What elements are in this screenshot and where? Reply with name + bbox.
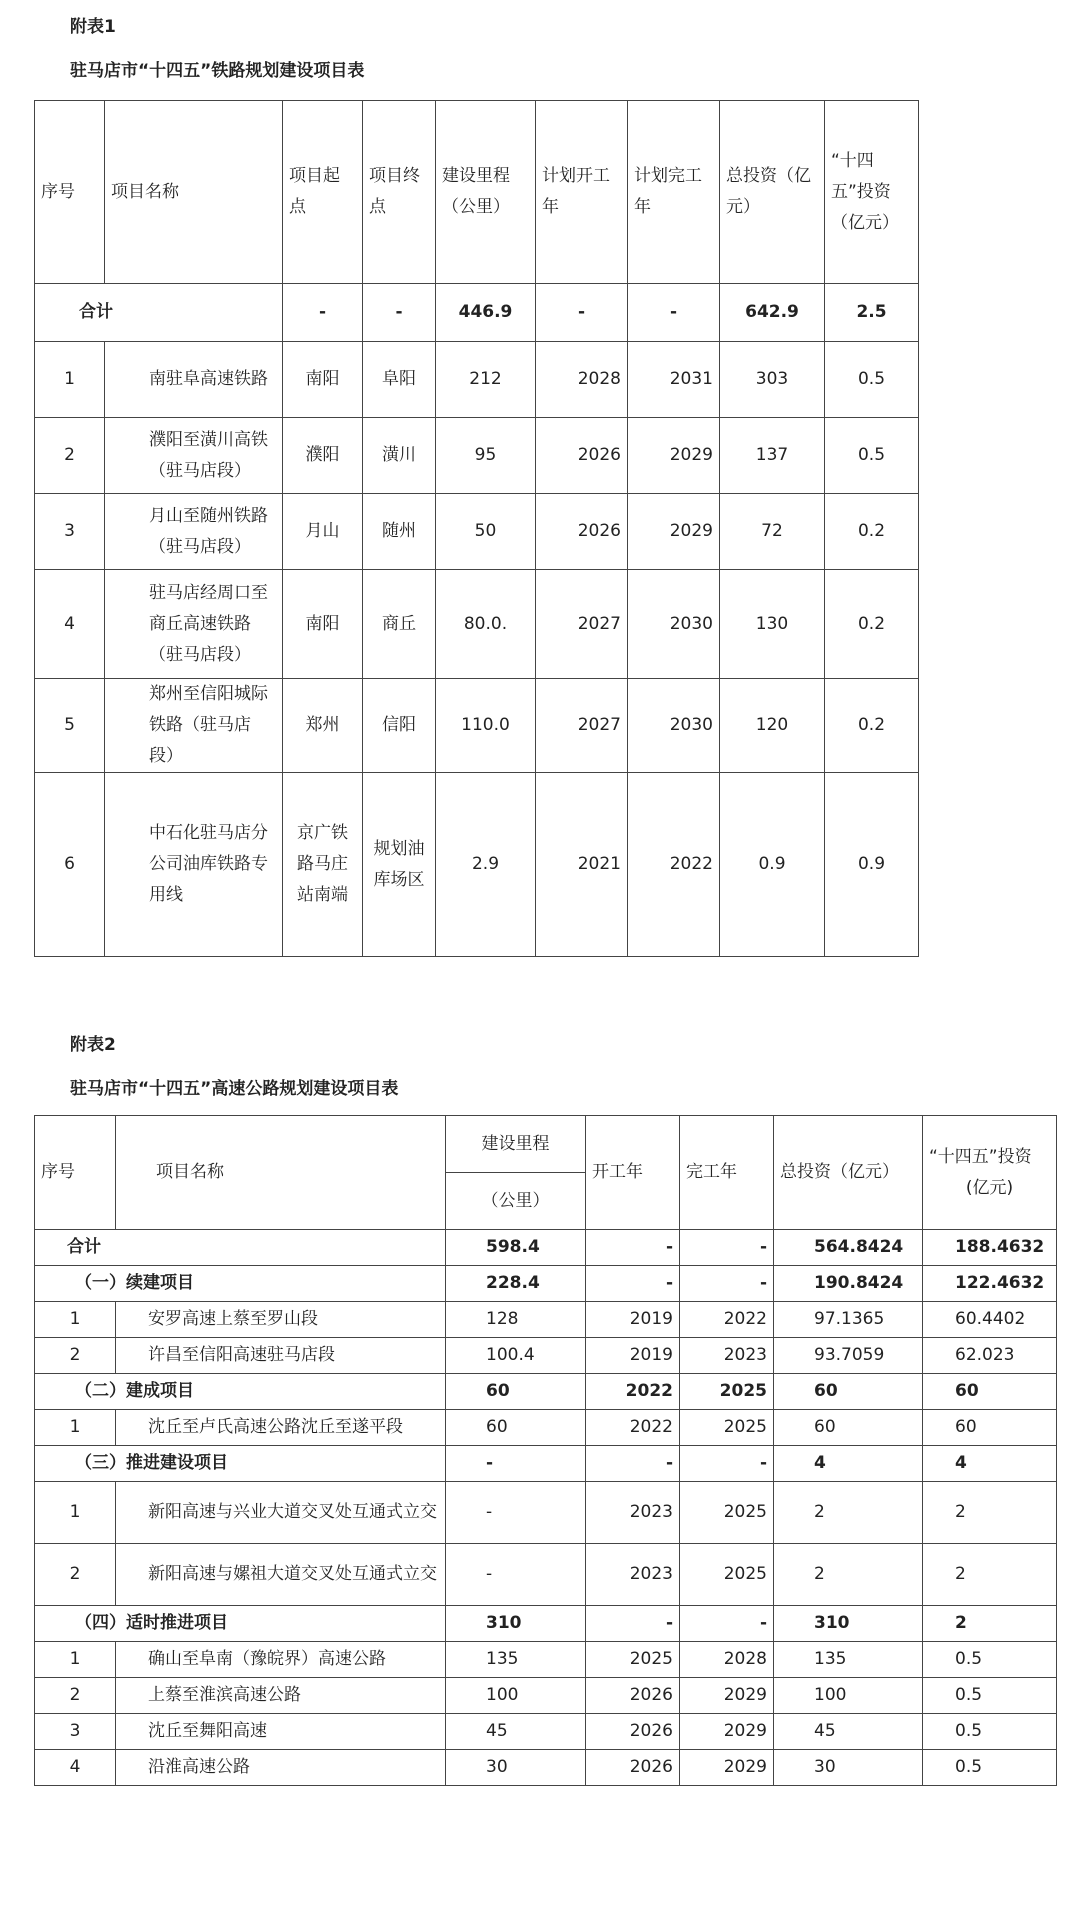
row-end-year: 2025 bbox=[680, 1544, 774, 1606]
row-start-year: 2028 bbox=[536, 342, 628, 418]
row-end-year: 2031 bbox=[628, 342, 720, 418]
row-mileage: - bbox=[446, 1482, 586, 1544]
row-plan-investment: 2 bbox=[923, 1544, 1057, 1606]
row-start-point: 郑州 bbox=[283, 679, 363, 773]
header2-name: 项目名称 bbox=[116, 1116, 446, 1230]
row-total-investment: 303 bbox=[720, 342, 825, 418]
row-seq: 6 bbox=[35, 773, 105, 957]
row-plan-investment: 0.5 bbox=[923, 1678, 1057, 1714]
row-end-year: 2025 bbox=[680, 1482, 774, 1544]
row-name: 南驻阜高速铁路 bbox=[105, 342, 283, 418]
group-row bbox=[35, 1446, 1057, 1482]
row-start-year: 2022 bbox=[586, 1374, 680, 1410]
row-plan-investment: 60 bbox=[923, 1374, 1057, 1410]
row-total-investment: 100 bbox=[774, 1678, 923, 1714]
row-end-point: 阜阳 bbox=[363, 342, 436, 418]
row-plan-investment: 2 bbox=[923, 1482, 1057, 1544]
group-label: （四）适时推进项目 bbox=[35, 1606, 446, 1642]
header2-seq: 序号 bbox=[35, 1116, 116, 1230]
row-start-year: 2027 bbox=[536, 679, 628, 773]
row-total-investment: 0.9 bbox=[720, 773, 825, 957]
row-start-year: 2026 bbox=[536, 418, 628, 494]
row-seq: 2 bbox=[35, 1678, 116, 1714]
total-end-year: - bbox=[628, 284, 720, 342]
total-plan: 2.5 bbox=[825, 284, 919, 342]
row-end-year: 2029 bbox=[628, 418, 720, 494]
table1-title: 驻马店市“十四五”铁路规划建设项目表 bbox=[70, 61, 365, 81]
table-row bbox=[35, 418, 919, 494]
row-end-year: 2025 bbox=[680, 1410, 774, 1446]
row-total-investment: 60 bbox=[774, 1410, 923, 1446]
row-start-point: 南阳 bbox=[283, 342, 363, 418]
row-name: 沿淮高速公路 bbox=[116, 1750, 446, 1786]
header-total-investment: 总投资（亿元） bbox=[720, 101, 825, 284]
table-row bbox=[35, 1642, 1057, 1678]
header-end-year: 计划完工年 bbox=[628, 101, 720, 284]
row-total-investment: 130 bbox=[720, 570, 825, 679]
table2-total-row bbox=[35, 1230, 1057, 1266]
row-name: 安罗高速上蔡至罗山段 bbox=[116, 1302, 446, 1338]
header2-plan-investment bbox=[923, 1116, 1057, 1230]
row-start-point: 南阳 bbox=[283, 570, 363, 679]
row-mileage: 60 bbox=[446, 1374, 586, 1410]
header-plan-investment: “十四五”投资（亿元） bbox=[825, 101, 919, 284]
row-name: 濮阳至潢川高铁（驻马店段） bbox=[105, 418, 283, 494]
row-total-investment: 60 bbox=[774, 1374, 923, 1410]
row-end-year: 2029 bbox=[680, 1678, 774, 1714]
header2-mileage: 建设里程 bbox=[446, 1116, 586, 1173]
row-total-investment: 30 bbox=[774, 1750, 923, 1786]
row-start-year: 2026 bbox=[586, 1750, 680, 1786]
table-row bbox=[35, 679, 919, 773]
row-start-year: 2025 bbox=[586, 1642, 680, 1678]
row-total-investment: 93.7059 bbox=[774, 1338, 923, 1374]
row-total-investment: 137 bbox=[720, 418, 825, 494]
header-name: 项目名称 bbox=[105, 101, 283, 284]
table1-header-row bbox=[35, 101, 919, 284]
row-start-year: - bbox=[586, 1230, 680, 1266]
row-name: 月山至随州铁路（驻马店段） bbox=[105, 494, 283, 570]
row-end-year: 2025 bbox=[680, 1374, 774, 1410]
total-label: 合计 bbox=[35, 1230, 446, 1266]
row-plan-investment: 62.023 bbox=[923, 1338, 1057, 1374]
row-name: 确山至阜南（豫皖界）高速公路 bbox=[116, 1642, 446, 1678]
row-start-year: - bbox=[586, 1446, 680, 1482]
row-start-year: 2021 bbox=[536, 773, 628, 957]
row-plan-investment: 0.5 bbox=[923, 1642, 1057, 1678]
row-seq: 5 bbox=[35, 679, 105, 773]
row-name: 上蔡至淮滨高速公路 bbox=[116, 1678, 446, 1714]
total-investment: 642.9 bbox=[720, 284, 825, 342]
row-seq: 4 bbox=[35, 1750, 116, 1786]
row-start-year: - bbox=[586, 1606, 680, 1642]
row-mileage: - bbox=[446, 1446, 586, 1482]
row-plan-investment: 0.5 bbox=[825, 418, 919, 494]
table-row bbox=[35, 1338, 1057, 1374]
row-mileage: 30 bbox=[446, 1750, 586, 1786]
railway-table bbox=[34, 100, 919, 957]
header2-plan-label: “十四五”投资 bbox=[929, 1146, 1032, 1167]
row-name: 新阳高速与嫘祖大道交叉处互通式立交 bbox=[116, 1544, 446, 1606]
row-start-year: 2026 bbox=[586, 1678, 680, 1714]
row-seq: 2 bbox=[35, 1338, 116, 1374]
header-seq: 序号 bbox=[35, 101, 105, 284]
row-plan-investment: 0.2 bbox=[825, 570, 919, 679]
table-row bbox=[35, 1678, 1057, 1714]
row-seq: 2 bbox=[35, 1544, 116, 1606]
table1-caption: 附表1 bbox=[70, 17, 116, 37]
total-label: 合计 bbox=[35, 284, 283, 342]
row-total-investment: 564.8424 bbox=[774, 1230, 923, 1266]
row-mileage: 598.4 bbox=[446, 1230, 586, 1266]
row-end-year: - bbox=[680, 1230, 774, 1266]
row-start-year: 2026 bbox=[536, 494, 628, 570]
row-mileage: 100.4 bbox=[446, 1338, 586, 1374]
row-seq: 1 bbox=[35, 1302, 116, 1338]
total-start-year: - bbox=[536, 284, 628, 342]
row-plan-investment: 0.2 bbox=[825, 679, 919, 773]
row-seq: 3 bbox=[35, 494, 105, 570]
row-seq: 1 bbox=[35, 1482, 116, 1544]
row-total-investment: 135 bbox=[774, 1642, 923, 1678]
header2-plan-unit: (亿元) bbox=[965, 1177, 1014, 1198]
row-mileage: - bbox=[446, 1544, 586, 1606]
row-end-year: 2022 bbox=[628, 773, 720, 957]
row-start-year: 2023 bbox=[586, 1482, 680, 1544]
header2-end-year: 完工年 bbox=[680, 1116, 774, 1230]
table-row bbox=[35, 1482, 1057, 1544]
row-mileage: 60 bbox=[446, 1410, 586, 1446]
row-mileage: 95 bbox=[436, 418, 536, 494]
group-row bbox=[35, 1374, 1057, 1410]
row-total-investment: 72 bbox=[720, 494, 825, 570]
row-total-investment: 120 bbox=[720, 679, 825, 773]
group-label: （一）续建项目 bbox=[35, 1266, 446, 1302]
row-start-point: 濮阳 bbox=[283, 418, 363, 494]
table2-title: 驻马店市“十四五”高速公路规划建设项目表 bbox=[70, 1079, 399, 1099]
row-start-year: 2022 bbox=[586, 1410, 680, 1446]
row-mileage: 50 bbox=[436, 494, 536, 570]
row-name: 新阳高速与兴业大道交叉处互通式立交 bbox=[116, 1482, 446, 1544]
group-label: （二）建成项目 bbox=[35, 1374, 446, 1410]
row-plan-investment: 60.4402 bbox=[923, 1302, 1057, 1338]
group-label: （三）推进建设项目 bbox=[35, 1446, 446, 1482]
row-start-year: 2023 bbox=[586, 1544, 680, 1606]
row-mileage: 310 bbox=[446, 1606, 586, 1642]
row-end-year: 2023 bbox=[680, 1338, 774, 1374]
row-mileage: 228.4 bbox=[446, 1266, 586, 1302]
row-start-year: 2027 bbox=[536, 570, 628, 679]
header2-total-investment: 总投资（亿元） bbox=[774, 1116, 923, 1230]
total-mileage: 446.9 bbox=[436, 284, 536, 342]
row-end-year: - bbox=[680, 1446, 774, 1482]
header-end-point: 项目终点 bbox=[363, 101, 436, 284]
row-total-investment: 2 bbox=[774, 1544, 923, 1606]
row-end-year: 2028 bbox=[680, 1642, 774, 1678]
row-end-year: 2030 bbox=[628, 570, 720, 679]
row-mileage: 2.9 bbox=[436, 773, 536, 957]
row-name: 沈丘至卢氏高速公路沈丘至遂平段 bbox=[116, 1410, 446, 1446]
row-seq: 1 bbox=[35, 1410, 116, 1446]
row-mileage: 80.0. bbox=[436, 570, 536, 679]
row-start-year: - bbox=[586, 1266, 680, 1302]
row-mileage: 45 bbox=[446, 1714, 586, 1750]
row-plan-investment: 122.4632 bbox=[923, 1266, 1057, 1302]
table-row bbox=[35, 1544, 1057, 1606]
row-name: 许昌至信阳高速驻马店段 bbox=[116, 1338, 446, 1374]
total-start: - bbox=[283, 284, 363, 342]
header-start-point: 项目起点 bbox=[283, 101, 363, 284]
row-plan-investment: 0.5 bbox=[923, 1714, 1057, 1750]
row-mileage: 100 bbox=[446, 1678, 586, 1714]
row-start-point: 京广铁路马庄站南端 bbox=[283, 773, 363, 957]
row-end-point: 随州 bbox=[363, 494, 436, 570]
row-plan-investment: 0.9 bbox=[825, 773, 919, 957]
table-row bbox=[35, 494, 919, 570]
row-mileage: 110.0 bbox=[436, 679, 536, 773]
row-seq: 4 bbox=[35, 570, 105, 679]
row-start-point: 月山 bbox=[283, 494, 363, 570]
header-start-year: 计划开工年 bbox=[536, 101, 628, 284]
row-end-year: 2029 bbox=[628, 494, 720, 570]
table-row bbox=[35, 1302, 1057, 1338]
row-name: 驻马店经周口至商丘高速铁路（驻马店段） bbox=[105, 570, 283, 679]
expressway-table bbox=[34, 1115, 1057, 1786]
header2-mileage-unit: （公里） bbox=[446, 1173, 586, 1230]
table2-header-row bbox=[35, 1116, 1057, 1173]
table-row bbox=[35, 1714, 1057, 1750]
group-row bbox=[35, 1266, 1057, 1302]
row-total-investment: 190.8424 bbox=[774, 1266, 923, 1302]
row-start-year: 2019 bbox=[586, 1338, 680, 1374]
row-end-year: - bbox=[680, 1266, 774, 1302]
row-end-year: 2030 bbox=[628, 679, 720, 773]
row-plan-investment: 2 bbox=[923, 1606, 1057, 1642]
row-start-year: 2026 bbox=[586, 1714, 680, 1750]
row-total-investment: 97.1365 bbox=[774, 1302, 923, 1338]
table-row bbox=[35, 773, 919, 957]
table-row bbox=[35, 1410, 1057, 1446]
row-end-year: 2029 bbox=[680, 1714, 774, 1750]
total-end: - bbox=[363, 284, 436, 342]
table1-total-row bbox=[35, 284, 919, 342]
row-seq: 1 bbox=[35, 1642, 116, 1678]
row-plan-investment: 188.4632 bbox=[923, 1230, 1057, 1266]
table2-caption: 附表2 bbox=[70, 1035, 116, 1055]
row-plan-investment: 4 bbox=[923, 1446, 1057, 1482]
header-mileage: 建设里程（公里） bbox=[436, 101, 536, 284]
row-seq: 3 bbox=[35, 1714, 116, 1750]
row-seq: 2 bbox=[35, 418, 105, 494]
header2-start-year: 开工年 bbox=[586, 1116, 680, 1230]
row-plan-investment: 0.5 bbox=[825, 342, 919, 418]
row-total-investment: 310 bbox=[774, 1606, 923, 1642]
row-mileage: 212 bbox=[436, 342, 536, 418]
row-name: 中石化驻马店分公司油库铁路专用线 bbox=[105, 773, 283, 957]
row-end-point: 信阳 bbox=[363, 679, 436, 773]
row-end-year: 2029 bbox=[680, 1750, 774, 1786]
row-total-investment: 4 bbox=[774, 1446, 923, 1482]
row-name: 沈丘至舞阳高速 bbox=[116, 1714, 446, 1750]
row-end-year: 2022 bbox=[680, 1302, 774, 1338]
row-end-year: - bbox=[680, 1606, 774, 1642]
row-end-point: 商丘 bbox=[363, 570, 436, 679]
row-mileage: 135 bbox=[446, 1642, 586, 1678]
table-row bbox=[35, 342, 919, 418]
row-mileage: 128 bbox=[446, 1302, 586, 1338]
row-seq: 1 bbox=[35, 342, 105, 418]
row-plan-investment: 0.2 bbox=[825, 494, 919, 570]
row-plan-investment: 0.5 bbox=[923, 1750, 1057, 1786]
row-start-year: 2019 bbox=[586, 1302, 680, 1338]
row-end-point: 规划油库场区 bbox=[363, 773, 436, 957]
group-row bbox=[35, 1606, 1057, 1642]
row-end-point: 潢川 bbox=[363, 418, 436, 494]
table-row bbox=[35, 570, 919, 679]
row-total-investment: 2 bbox=[774, 1482, 923, 1544]
row-plan-investment: 60 bbox=[923, 1410, 1057, 1446]
row-total-investment: 45 bbox=[774, 1714, 923, 1750]
table-row bbox=[35, 1750, 1057, 1786]
row-name: 郑州至信阳城际铁路（驻马店段） bbox=[105, 679, 283, 773]
